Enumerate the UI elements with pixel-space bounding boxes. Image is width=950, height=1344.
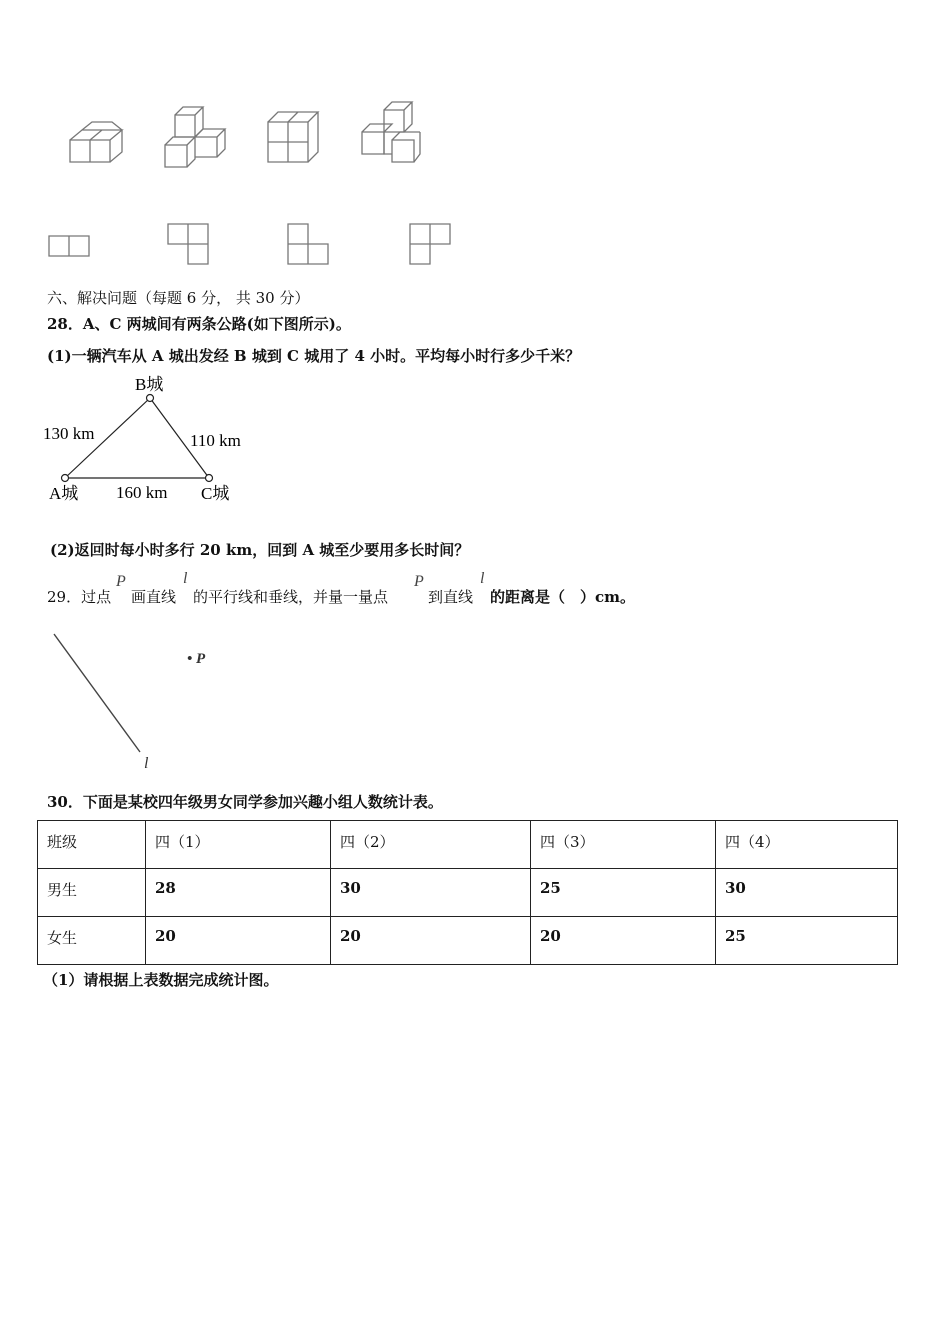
cube-figures (0, 95, 950, 175)
q29-seg2: 画直线 (131, 588, 177, 606)
city-a-marker (62, 475, 69, 482)
table-header-cell: 班级 (38, 821, 146, 869)
q28-title: 28．A、C 两城间有两条公路(如下图所示)。 (47, 315, 351, 333)
table-cell: 28 (146, 869, 331, 917)
city-b-marker (147, 395, 154, 402)
cube-figure-1 (70, 122, 122, 162)
table-header-cell: 四（3） (531, 821, 716, 869)
table-cell: 20 (531, 917, 716, 965)
table-cell: 25 (531, 869, 716, 917)
view-figure-3 (288, 224, 328, 264)
cube-figure-3 (268, 112, 318, 162)
q29-seg1: 29．过点 (47, 588, 112, 606)
interest-group-table (37, 820, 898, 965)
q29-seg4: 到直线 (428, 588, 474, 606)
table-cell: 20 (146, 917, 331, 965)
city-b-label: B城 (135, 375, 164, 394)
view-figure-2 (168, 224, 208, 264)
table-cell: 30 (331, 869, 531, 917)
q29-var-p1: P (116, 573, 126, 590)
table-row-girls (38, 917, 898, 965)
ab-distance-label: 130 km (43, 424, 95, 443)
view-figures (0, 220, 950, 270)
table-cell: 20 (331, 917, 531, 965)
table-header-cell: 四（2） (331, 821, 531, 869)
q30-part1: （1）请根据上表数据完成统计图。 (43, 971, 279, 989)
line-l-label: l (144, 755, 149, 772)
ac-distance-label: 160 km (116, 483, 168, 502)
q28-part1: (1)一辆汽车从 A 城出发经 B 城到 C 城用了 4 小时。平均每小时行多少千米？ (47, 347, 581, 365)
q29-seg5: 的距离是（ ）cm。 (490, 588, 636, 606)
line-l (54, 634, 140, 752)
q29-seg3: 的平行线和垂线，并量一量点 (193, 588, 389, 606)
bc-distance-label: 110 km (190, 431, 241, 450)
point-p-label: • P (187, 651, 206, 667)
city-c-label: C城 (201, 484, 230, 503)
triangle-diagram (35, 372, 265, 512)
cube-figure-4 (362, 102, 420, 162)
cube-figure-2 (165, 107, 225, 167)
row-label: 男生 (38, 869, 146, 917)
q29-var-l2: l (480, 570, 485, 587)
table-cell: 30 (716, 869, 898, 917)
table-cell: 25 (716, 917, 898, 965)
q30-title: 30．下面是某校四年级男女同学参加兴趣小组人数统计表。 (47, 793, 443, 811)
table-header-cell: 四（1） (146, 821, 331, 869)
view-figure-1 (49, 236, 89, 256)
q29-var-p2: P (414, 573, 424, 590)
table-header-cell: 四（4） (716, 821, 898, 869)
table-header-row (38, 821, 898, 869)
row-label: 女生 (38, 917, 146, 965)
section-heading: 六、解决问题（每题 6 分， 共 30 分） (47, 289, 310, 307)
q29-var-l1: l (183, 570, 188, 587)
city-c-marker (206, 475, 213, 482)
view-figure-4 (410, 224, 450, 264)
q28-part2: (2)返回时每小时多行 20 km，回到 A 城至少要用多长时间？ (50, 541, 470, 559)
q29-figure (45, 625, 225, 775)
table-row-boys (38, 869, 898, 917)
city-a-label: A城 (49, 484, 79, 503)
